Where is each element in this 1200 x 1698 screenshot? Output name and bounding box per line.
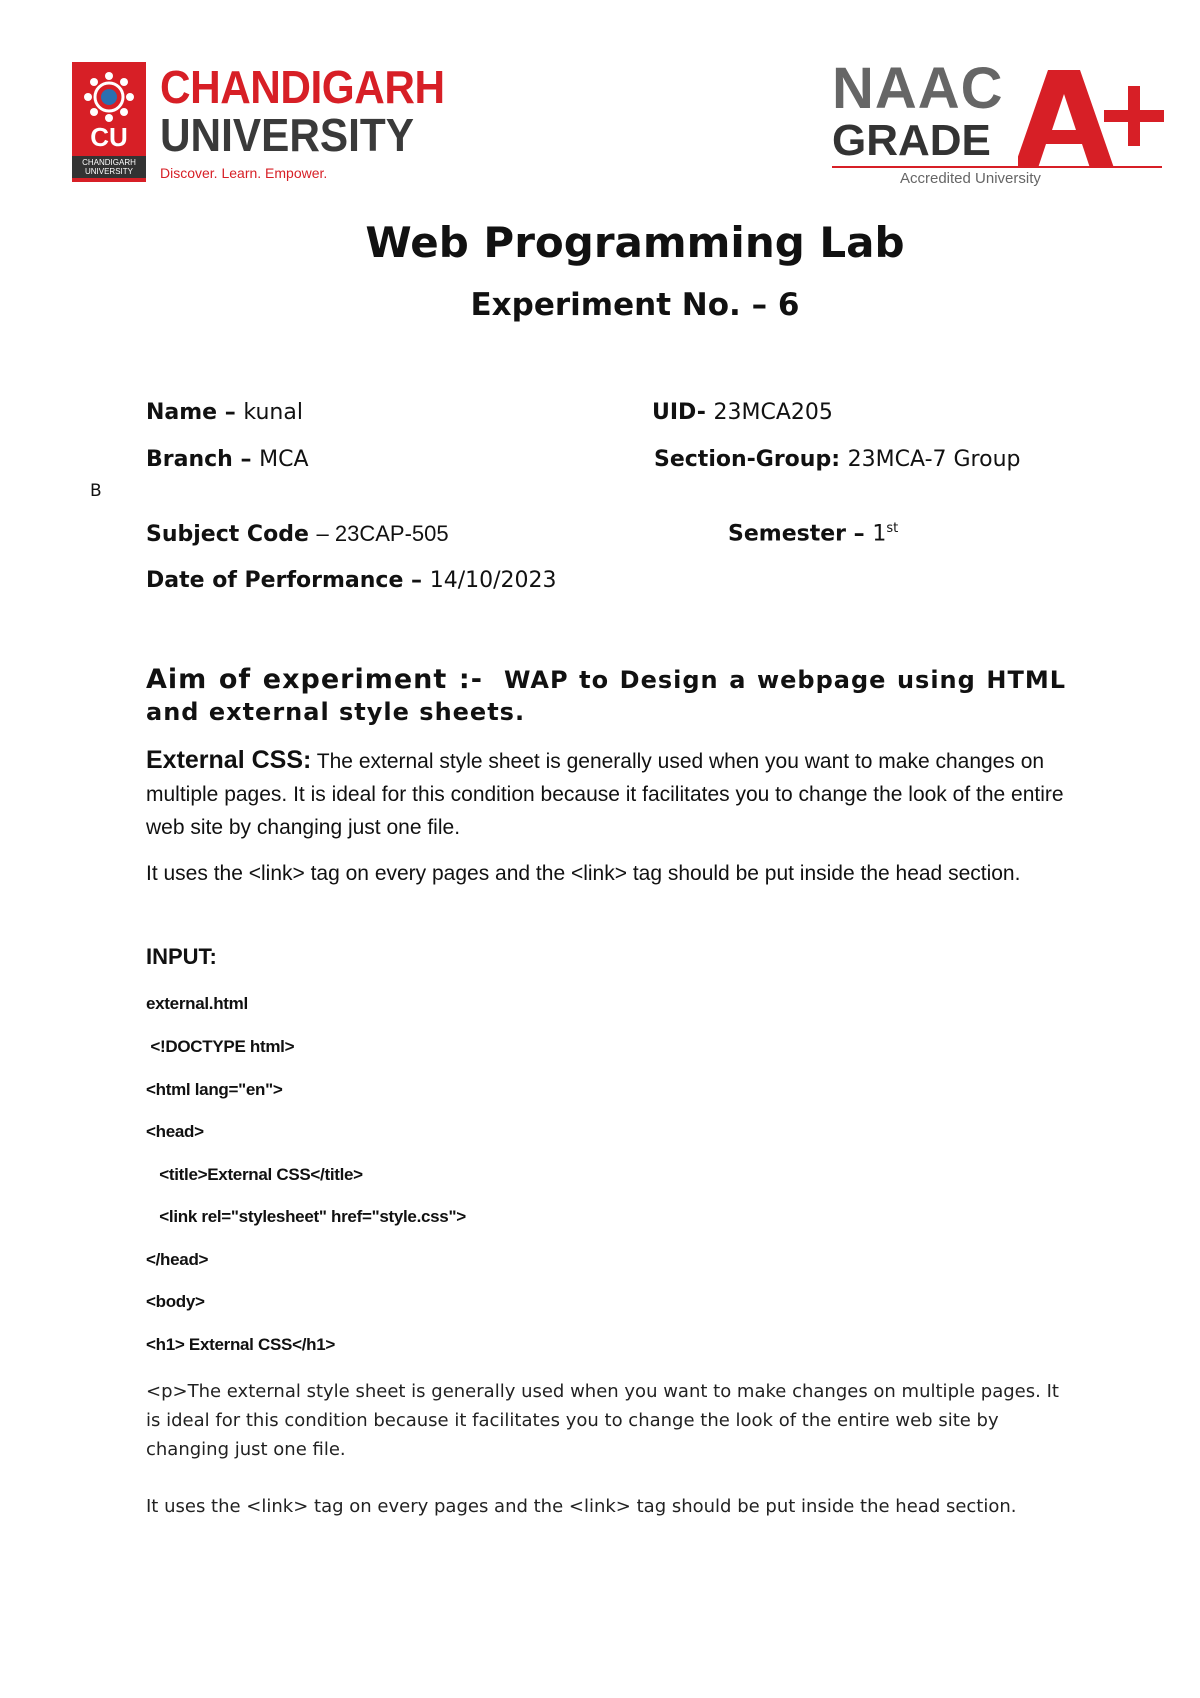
cu-emblem-caption: CHANDIGARH UNIVERSITY [72,156,146,178]
uid-row [652,400,833,425]
external-css-paragraph [146,744,1066,844]
name-row [146,400,303,425]
date-value: 14/10/2023 [429,568,557,593]
naac-grade-word: GRADE [832,116,991,165]
semester-row [728,521,898,546]
date-label: Date of Performance – [146,568,430,593]
subject-value: – 23CAP-505 [316,521,449,546]
code-line: <head> [146,1122,204,1141]
input-heading: INPUT: [146,944,217,969]
branch-value: MCA [259,447,309,472]
naac-word: NAAC [832,56,1004,121]
experiment-number: Experiment No. – 6 [470,287,800,323]
uid-label: UID- [652,400,714,425]
name-label: Name – [146,400,244,425]
uid-value: 23MCA205 [713,400,833,425]
external-css-text: The external style sheet is generally used when you want to make changes on multiple pages. It is ideal for this condition because it facilitates you to change the look of the entire web site by changing just one file. [146,750,1064,839]
naac-caption: Accredited University [900,170,1041,187]
code-filename: external.html [146,994,248,1013]
semester-suffix: st [886,521,899,536]
name-value: kunal [243,400,303,425]
subject-row [146,521,449,547]
semester-label: Semester – [728,521,873,547]
code-line: <body> [146,1292,205,1311]
branch-label: Branch – [146,447,260,472]
section-overflow-text: B [90,481,102,501]
link-note-paragraph: It uses the <link> tag on every pages and the <link> tag should be put inside the head section. [146,862,1021,885]
cu-name-line2: UNIVERSITY [160,109,414,161]
cu-name-line1: CHANDIGARH [160,61,445,113]
code-line: <link rel="stylesheet" href="style.css"> [146,1207,466,1226]
cu-emblem-logo [72,62,146,182]
naac-divider [832,166,1162,168]
code-line: <!DOCTYPE html> [146,1037,295,1056]
subject-label: Subject Code [146,522,317,547]
a-plus-grade-icon [1018,68,1168,170]
code-paragraph-2: It uses the <link> tag on every pages and the <link> tag should be put inside the head section. [146,1496,1017,1517]
aim-paragraph [146,664,1066,728]
section-label: Section-Group: [654,447,848,472]
semester-value: 1 [872,521,887,547]
section-row [654,447,1020,472]
code-paragraph: <p>The external style sheet is generally used when you want to make changes on multiple pages. It is ideal for this condition because it facilitates you to change the look of the entire web site by changing just one file. [146,1381,1059,1460]
aim-text: WAP to Design a webpage using HTML and external style sheets. [146,666,1067,726]
cu-emblem-text: CU [90,122,128,152]
code-line: <h1> External CSS</h1> [146,1335,335,1354]
page-title: Web Programming Lab [365,218,905,267]
date-row [146,568,557,593]
code-line: </head> [146,1250,209,1269]
cu-tagline: Discover. Learn. Empower. [160,165,328,181]
aim-label: Aim of experiment :- [146,664,483,695]
cu-gear-icon [82,70,136,124]
section-value: 23MCA-7 Group [847,447,1021,472]
code-line: <html lang="en"> [146,1080,283,1099]
branch-row [146,447,309,472]
code-line: <title>External CSS</title> [146,1165,363,1184]
external-css-label: External CSS: [146,746,312,774]
